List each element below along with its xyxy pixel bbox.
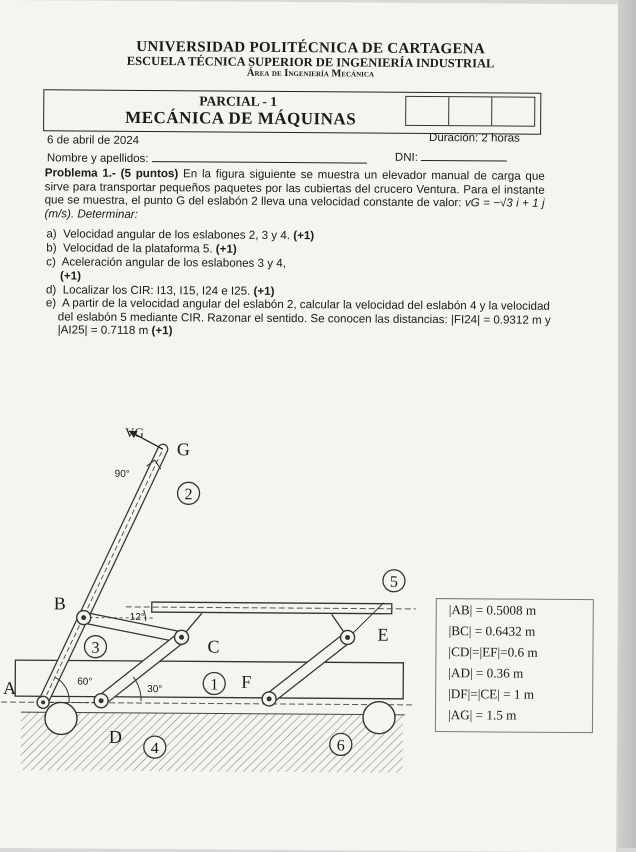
item-key: b) (46, 241, 56, 254)
angle-60-label: 60° (77, 677, 92, 688)
problem-text: En la figura siguiente se muestra un elevador manual de carga que sirve para transportar pequeños paquetes por las cubiertas del crucero Ventura. Para el instante que se muestra, el punto G del eslabón 2 lleva una velocidad constante de valor: (45, 167, 545, 209)
exam-name: PARCIAL - 1 (199, 93, 277, 110)
link-6-bar-fill (269, 637, 347, 700)
angle-30-label: 30° (147, 684, 162, 695)
item-key: e) (46, 296, 56, 309)
wheel-right (363, 702, 395, 734)
item-points: (+1) (216, 243, 237, 256)
item-points: (+1) (293, 229, 314, 242)
name-label-text: Nombre y apellidos: (47, 152, 149, 165)
label-vg: VG (125, 425, 144, 440)
table-background (618, 0, 636, 848)
label-d: D (109, 727, 122, 747)
angle-12-label: 12° (130, 612, 145, 623)
item-c-points: (+1) (60, 269, 81, 282)
item-text: Velocidad de la plataforma 5. (63, 241, 213, 255)
university-name: UNIVERSIDAD POLITÉCNICA DE CARTAGENA (0, 38, 622, 59)
item-points: (+1) (151, 324, 172, 337)
item-text: A partir de la velocidad angular del eslabón 2, calcular la velocidad del eslabón 4 y la velocidad del eslabón 5 mediante CIR. Razonar el sentido. Se conocen las distancias: |FI24| = 0.9312 m y |AI25| = 0.7118 m (58, 296, 551, 337)
link-2-number: 2 (184, 486, 192, 503)
label-a: A (3, 678, 16, 698)
exam-date: 6 de abril de 2024 (47, 134, 139, 147)
exam-duration: Duración: 2 horas (429, 132, 520, 145)
dni-label-text: DNI: (395, 152, 418, 164)
label-e: E (378, 625, 389, 645)
item-text: Aceleración angular de los eslabones 3 y 4, (62, 255, 286, 270)
item-text: Velocidad angular de los eslabones 2, 3 y 4. (63, 227, 290, 242)
department-name: Área de Ingeniería Mecánica (0, 66, 622, 81)
dimension-ag: |AG| = 1.5 m (436, 704, 592, 726)
link-5-number: 5 (390, 574, 398, 591)
subject-title: MECÁNICA DE MÁQUINAS (125, 108, 356, 130)
dimension-bc: |BC| = 0.6432 m (437, 620, 593, 642)
dimension-ab: |AB| = 0.5008 m (437, 599, 593, 621)
item-key: c) (46, 255, 56, 268)
link-4-number: 4 (151, 740, 159, 757)
item-key: a) (46, 227, 56, 240)
item-points: (+1) (253, 285, 274, 298)
link-6-number: 6 (337, 737, 345, 754)
label-b: B (54, 593, 66, 613)
dimensions-table (435, 598, 594, 733)
dimension-cd-ef: |CD|=|EF|=0.6 m (436, 641, 592, 663)
link-1-number: 1 (210, 676, 218, 693)
label-c: C (207, 636, 219, 656)
angle-90-label: 90° (115, 469, 130, 480)
link-3-number: 3 (91, 640, 99, 657)
school-name: ESCUELA TÉCNICA SUPERIOR DE INGENIERÍA INDUSTRIAL (0, 53, 622, 72)
item-text: Localizar los CIR: I13, I15, I24 e I25. (63, 283, 251, 297)
dimension-df-ce: |DF|=|CE| = 1 m (436, 683, 592, 705)
wheel-left (45, 702, 77, 734)
dimension-ad: |AD| = 0.36 m (436, 662, 592, 684)
problem-title: Problema 1.- (5 puntos) (45, 166, 179, 180)
link-4-bar-fill (101, 637, 181, 702)
velocity-expression: vG = −√3 i + 1 j (m/s). Determinar: (44, 196, 544, 220)
label-f: F (241, 672, 251, 692)
label-g: G (177, 439, 190, 459)
item-key: d) (46, 283, 56, 296)
